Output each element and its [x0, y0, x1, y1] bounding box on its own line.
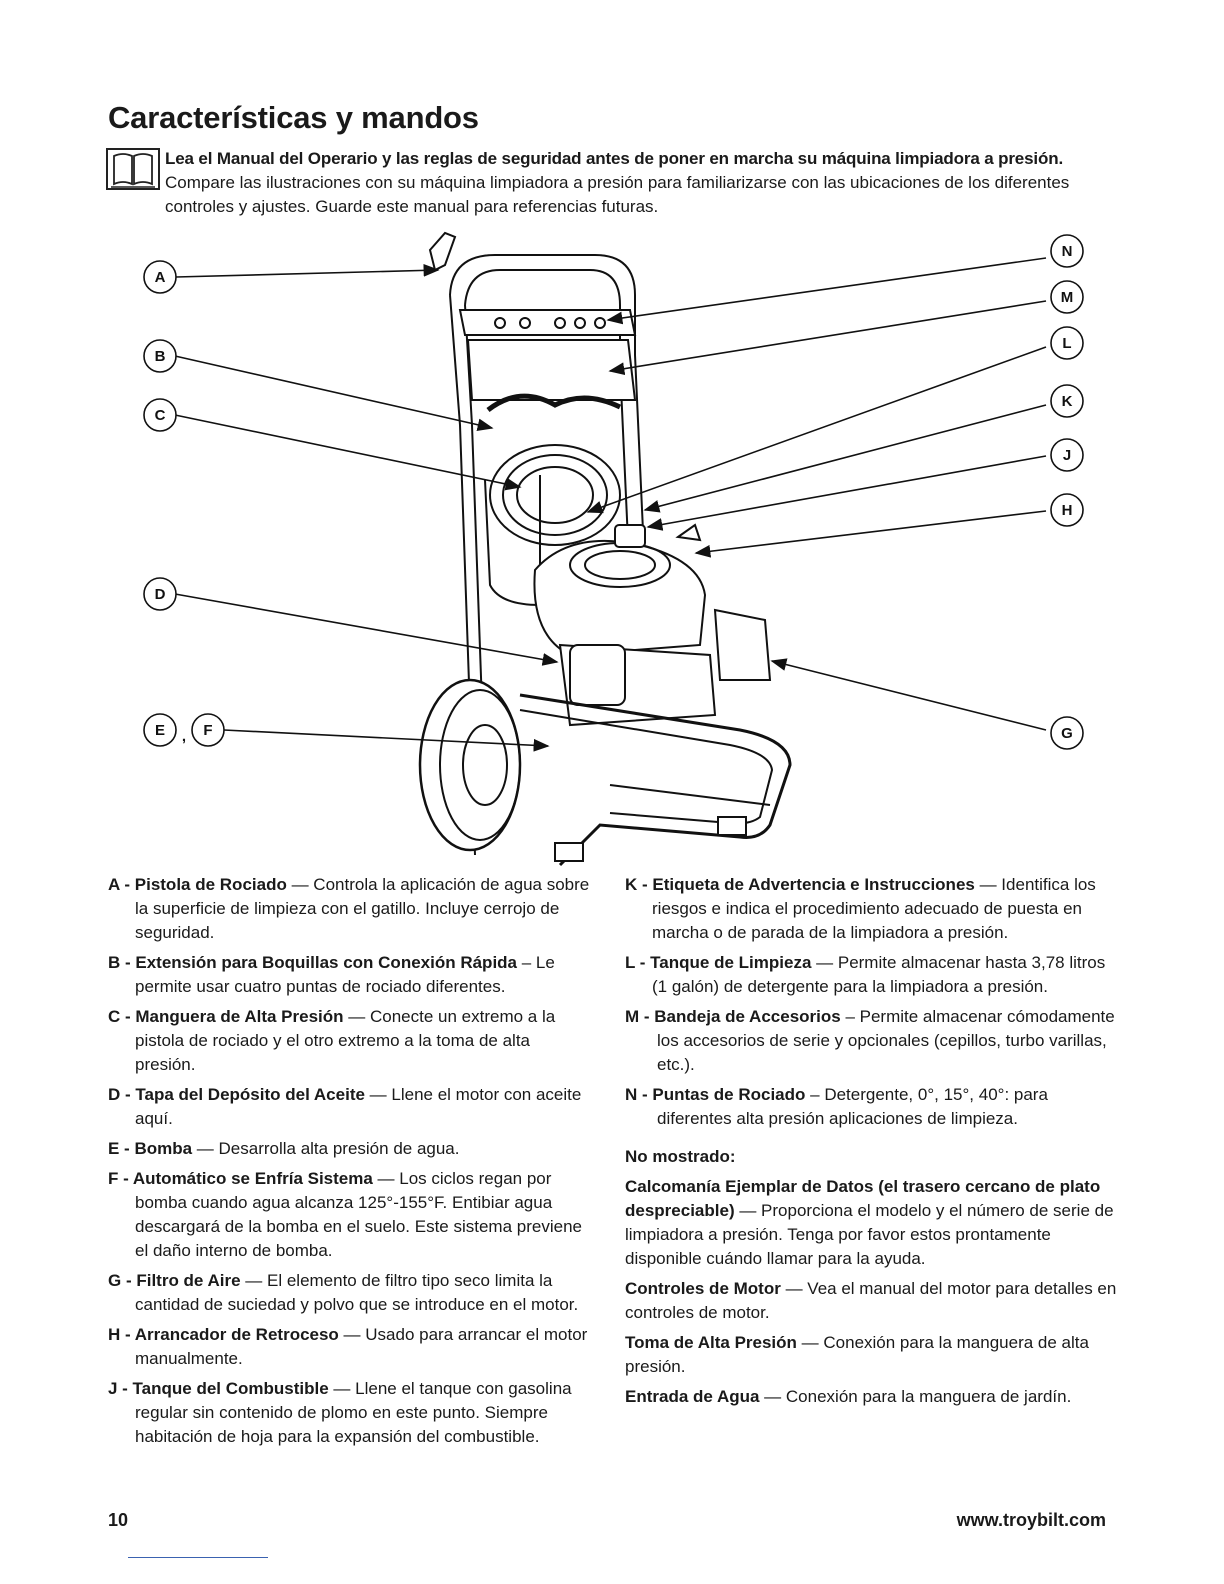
callout-line-a	[176, 270, 438, 277]
feature-item-f: F - Automático se Enfría Sistema — Los ciclos regan por bomba cuando agua alcanza 125°-155°F. Entibiar agua descargará de la bomba en el suelo. Este sistema previene el daño interno de bomba.	[108, 1169, 582, 1260]
callout-label-b: B	[154, 348, 166, 365]
callout-label-h: H	[1061, 502, 1073, 519]
page-number: 10	[108, 1510, 129, 1530]
callout-label-l: L	[1062, 335, 1072, 352]
feature-item-n: N - Puntas de Rociado – Detergente, 0°, 15°, 40°: para diferentes alta presión aplicaciones de limpieza.	[625, 1085, 1048, 1128]
callout-comma: ,	[181, 728, 187, 745]
feature-item-h: H - Arrancador de Retroceso — Usado para arrancar el motor manualmente.	[108, 1325, 588, 1368]
feature-item-e: E - Bomba — Desarrolla alta presión de agua.	[108, 1139, 460, 1158]
page-title: Características y mandos	[108, 100, 479, 135]
not-shown-item: Controles de Motor — Vea el manual del motor para detalles en controles de motor.	[625, 1279, 1117, 1322]
callout-label-j: J	[1062, 447, 1072, 464]
feature-list-right	[625, 873, 1117, 1415]
not-shown-item: Entrada de Agua — Conexión para la manguera de jardín.	[625, 1387, 1072, 1406]
callout-label-d: D	[154, 586, 166, 603]
callout-label-m: M	[1060, 289, 1074, 306]
feature-item-m: M - Bandeja de Accesorios – Permite almacenar cómodamente los accesorios de serie y opcionales (cepillos, turbo varillas, etc.).	[625, 1007, 1115, 1074]
not-shown-item: Toma de Alta Presión — Conexión para la manguera de alta presión.	[625, 1333, 1089, 1376]
feature-item-g: G - Filtro de Aire — El elemento de filtro tipo seco limita la cantidad de suciedad y polvo que se introduce en el motor.	[108, 1271, 579, 1314]
callout-line-l	[588, 347, 1046, 512]
feature-item-d: D - Tapa del Depósito del Aceite — Llene el motor con aceite aquí.	[108, 1085, 582, 1128]
callout-line-h	[696, 511, 1046, 553]
callout-label-g: G	[1061, 725, 1073, 742]
feature-item-k: K - Etiqueta de Advertencia e Instrucciones — Identifica los riesgos e indica el procedimiento adecuado de puesta en marcha o de parada de la limpiadora a presión.	[625, 875, 1096, 942]
intro-text: Compare las ilustraciones con su máquina limpiadora a presión para familiarizarse con las ubicaciones de los diferentes controles y ajustes. Guarde este manual para referencias futuras.	[165, 173, 1070, 216]
callout-label-f: F	[203, 722, 213, 739]
callout-label-c: C	[154, 407, 166, 424]
intro-warning: Lea el Manual del Operario y las reglas de seguridad antes de poner en marcha su máquina limpiadora a presión.	[165, 149, 1064, 168]
callout-line-j	[648, 456, 1046, 527]
feature-item-b: B - Extensión para Boquillas con Conexión Rápida – Le permite usar cuatro puntas de rociado diferentes.	[108, 953, 555, 996]
callout-line-m	[610, 301, 1046, 371]
not-shown-heading: No mostrado:	[625, 1147, 736, 1166]
callout-label-e: E	[154, 722, 166, 739]
callout-line-c	[175, 415, 520, 487]
callout-label-k: K	[1061, 393, 1073, 410]
callout-line-k	[645, 405, 1046, 510]
website-url[interactable]: www.troybilt.com	[956, 1510, 1106, 1530]
feature-list-left	[108, 873, 590, 1455]
callout-line-d	[175, 594, 557, 662]
callout-label-n: N	[1061, 243, 1073, 260]
callout-line-g	[772, 661, 1046, 730]
footer-divider	[128, 1557, 268, 1558]
intro-paragraph	[165, 147, 1125, 219]
not-shown-item: Calcomanía Ejemplar de Datos (el trasero cercano de plato despreciable) — Proporciona el modelo y el número de serie de limpiadora a presión. Tenga por favor estos prontamente disponible cuándo llamar para la ayuda.	[625, 1177, 1114, 1268]
callout-label-a: A	[154, 269, 166, 286]
feature-item-c: C - Manguera de Alta Presión — Conecte un extremo a la pistola de rociado y el otro extremo a la toma de alta presión.	[108, 1007, 556, 1074]
callout-line-b	[175, 356, 492, 428]
feature-item-j: J - Tanque del Combustible — Llene el tanque con gasolina regular sin contenido de plomo en este punto. Siempre habitación de hoja para la expansión del combustible.	[108, 1379, 572, 1446]
pressure-washer-diagram	[100, 225, 1110, 875]
feature-item-l: L - Tanque de Limpieza — Permite almacenar hasta 3,78 litros (1 galón) de detergente para la limpiadora a presión.	[625, 953, 1106, 996]
callout-line-n	[608, 258, 1046, 320]
feature-item-a: A - Pistola de Rociado — Controla la aplicación de agua sobre la superficie de limpieza con el gatillo. Incluye cerrojo de seguridad.	[108, 875, 590, 942]
book-icon	[106, 146, 160, 192]
